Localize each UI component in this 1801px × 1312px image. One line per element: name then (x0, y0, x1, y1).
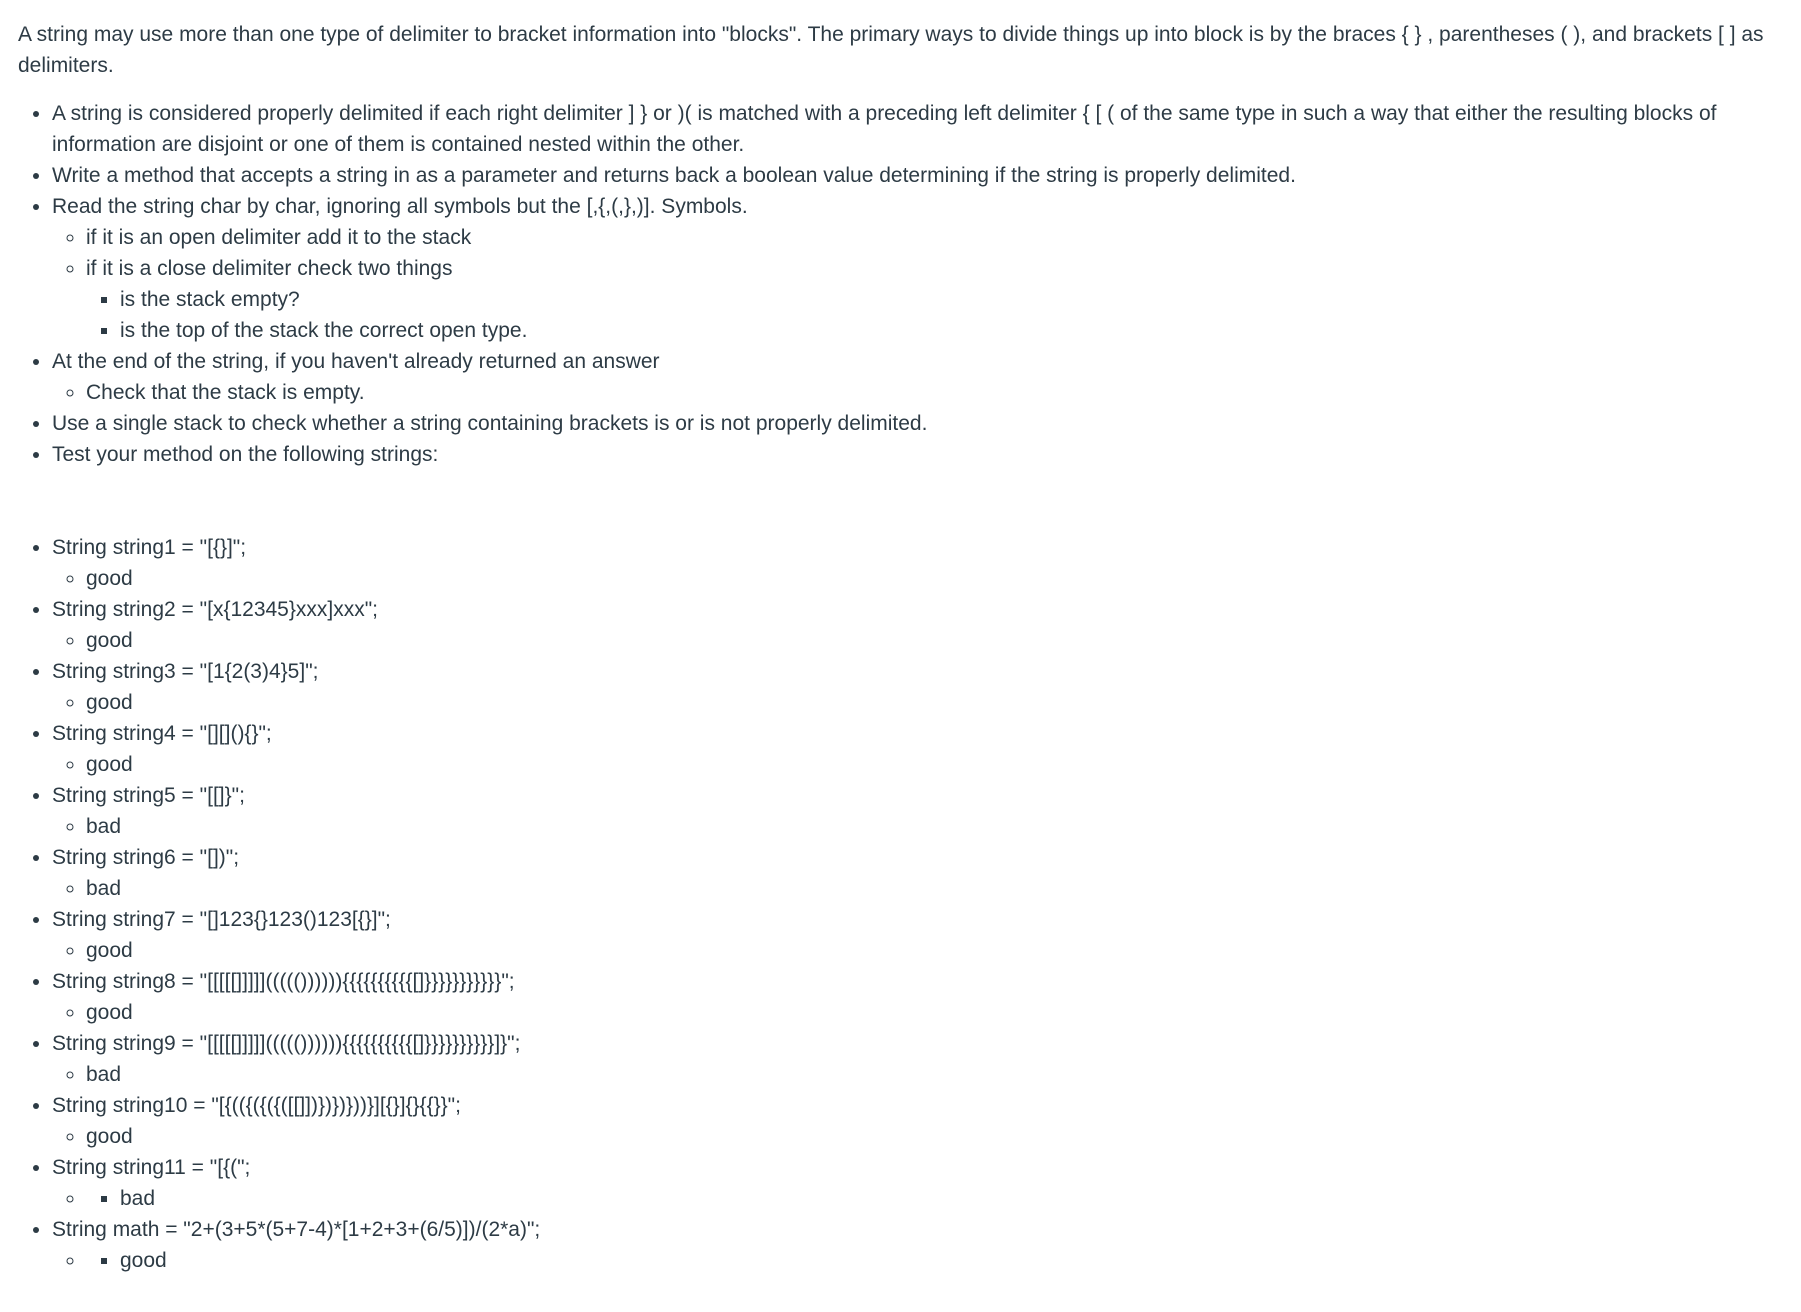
step-close-delimiter (86, 253, 1783, 346)
test-string-item (52, 1152, 1783, 1214)
close-delimiter-checks (86, 284, 1783, 346)
test-string-code: String math = "2+(3+5*(5+7-4)*[1+2+3+(6/5)])/(2*a)"; (52, 1218, 541, 1241)
test-string-item (52, 1090, 1783, 1152)
test-string-item (52, 1214, 1783, 1276)
test-strings-list (18, 532, 1783, 1276)
rule-properly-delimited: • A string is considered properly delimited if each right delimiter ] } or )( is matched with a preceding left delimiter { [ ( of the same type in such a way that either the resulting blocks of information are disjoint or one of them is contained nested within the other. (52, 98, 1783, 160)
test-string-code: String string5 = "[[]}"; (52, 784, 245, 807)
test-string-code: String string2 = "[x{12345}xxx]xxx"; (52, 598, 378, 621)
intro-paragraph: A string may use more than one type of delimiter to bracket information into "blocks". The primary ways to divide things up into block is by the braces { } , parentheses ( ), and brackets [ ] as delimiters. (18, 23, 1764, 77)
test-result-wrapper (86, 1245, 1783, 1276)
test-result-wrapper (86, 1183, 1783, 1214)
end-of-string-substeps (52, 377, 1783, 408)
test-result: ▪ ◦ bad (120, 1183, 1783, 1214)
test-result: ▪ ◦ good (120, 1245, 1783, 1276)
test-string-code: String string6 = "[])"; (52, 846, 240, 869)
test-string-code: String string11 = "[{("; (52, 1156, 251, 1179)
rule-write-method: • Write a method that accepts a string in as a parameter and returns back a boolean value determining if the string is properly delimited. (52, 160, 1783, 191)
test-string-item (52, 966, 1783, 1028)
test-string-item (52, 1028, 1783, 1090)
test-string-code: String string7 = "[]123{}123()123[{}]"; (52, 908, 391, 931)
test-result: ◦ good (86, 687, 1783, 718)
test-string-item (52, 594, 1783, 656)
test-result: ◦ good (86, 997, 1783, 1028)
test-result: ◦ good (86, 625, 1783, 656)
test-string-code: String string10 = "[{(({({({([[]])})})}))}][{}]{}{{}}"; (52, 1094, 461, 1117)
test-string-item (52, 842, 1783, 904)
test-result: ◦ bad (86, 811, 1783, 842)
test-string-code: String string9 = "[[[[[]]]]]((((()))))){{{{{{{{{{[]}}}}}}}}}}]}"; (52, 1032, 521, 1055)
rule-read-string-text: Read the string char by char, ignoring all symbols but the [,{,(,},)]. Symbols. (52, 195, 748, 218)
section-spacer (18, 470, 1783, 532)
rule-end-of-string-text: At the end of the string, if you haven't already returned an answer (52, 350, 660, 373)
rule-single-stack: • Use a single stack to check whether a string containing brackets is or is not properly delimited. (52, 408, 1783, 439)
test-string-item (52, 780, 1783, 842)
test-result: ◦ good (86, 935, 1783, 966)
rule-end-of-string (52, 346, 1783, 408)
test-string-code: String string3 = "[1{2(3)4}5]"; (52, 660, 319, 683)
test-string-item (52, 656, 1783, 718)
test-string-code: String string8 = "[[[[[]]]]]((((()))))){{{{{{{{{{[]}}}}}}}}}}}"; (52, 970, 515, 993)
step-check-stack-empty: ◦ Check that the stack is empty. (86, 377, 1783, 408)
test-string-item (52, 532, 1783, 594)
rule-test-method: • Test your method on the following strings: (52, 439, 1783, 470)
test-string-item (52, 718, 1783, 780)
read-string-substeps (52, 222, 1783, 346)
test-result: ◦ good (86, 749, 1783, 780)
test-string-code: String string4 = "[][](){}"; (52, 722, 272, 745)
test-result: ◦ bad (86, 1059, 1783, 1090)
test-string-item (52, 904, 1783, 966)
test-result: ◦ good (86, 563, 1783, 594)
check-stack-top: ▪ is the top of the stack the correct open type. (120, 315, 1783, 346)
test-result: ◦ bad (86, 873, 1783, 904)
test-result: ◦ good (86, 1121, 1783, 1152)
check-stack-empty: ▪ is the stack empty? (120, 284, 1783, 315)
step-open-delimiter: ◦ if it is an open delimiter add it to the stack (86, 222, 1783, 253)
test-string-code: String string1 = "[{}]"; (52, 536, 247, 559)
rule-read-string (52, 191, 1783, 346)
rules-list (18, 98, 1783, 470)
step-close-delimiter-text: if it is a close delimiter check two things (86, 257, 453, 280)
